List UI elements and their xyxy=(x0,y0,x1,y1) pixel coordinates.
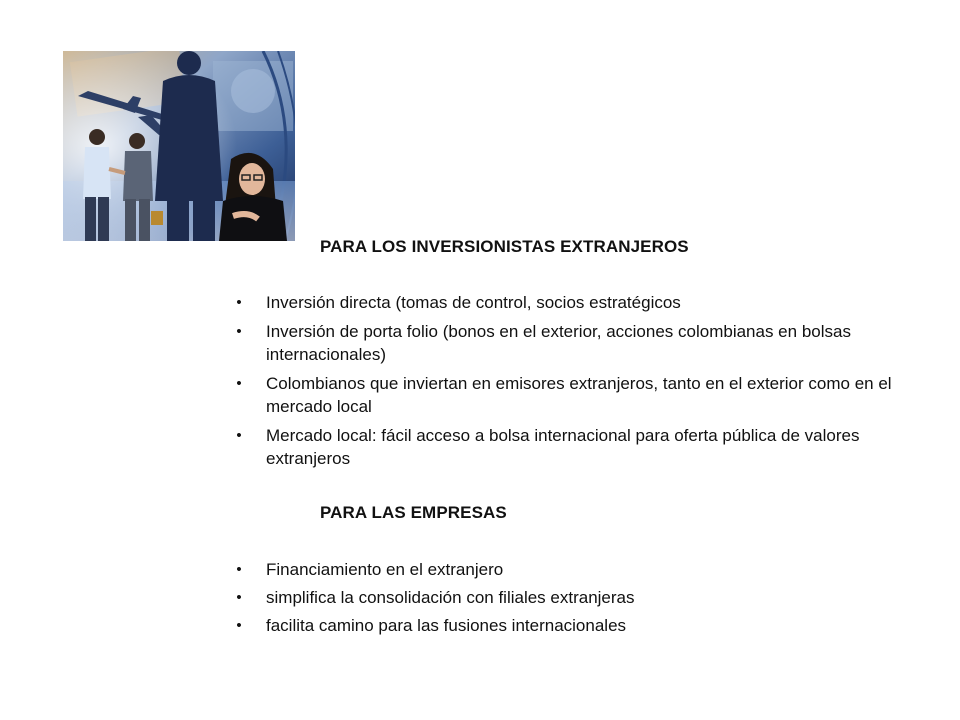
companies-bullet-list xyxy=(232,558,912,642)
list-item-text: Mercado local: fácil acceso a bolsa internacional para oferta pública de valores extranjeros xyxy=(266,426,860,468)
bullet-icon: • xyxy=(236,561,242,578)
bullet-icon: • xyxy=(236,375,242,392)
list-item-text: facilita camino para las fusiones internacionales xyxy=(266,616,627,635)
list-item-text: Inversión directa (tomas de control, socios estratégicos xyxy=(266,293,681,312)
list-item xyxy=(232,558,912,581)
list-item-text: Inversión de porta folio (bonos en el exterior, acciones colombianas en bolsas internacionales) xyxy=(266,322,851,364)
investors-bullet-list xyxy=(232,291,912,476)
section-heading-investors: PARA LOS INVERSIONISTAS EXTRANJEROS xyxy=(320,237,689,256)
list-item xyxy=(232,424,912,470)
list-item xyxy=(232,614,912,637)
list-item xyxy=(232,372,912,418)
bullet-icon: • xyxy=(236,323,242,340)
list-item xyxy=(232,291,912,314)
list-item xyxy=(232,586,912,609)
business-collage-image xyxy=(63,51,295,241)
bullet-icon: • xyxy=(236,617,242,634)
bullet-icon: • xyxy=(236,589,242,606)
list-item xyxy=(232,320,912,366)
bullet-icon: • xyxy=(236,427,242,444)
list-item-text: simplifica la consolidación con filiales extranjeras xyxy=(266,588,635,607)
section-heading-companies: PARA LAS EMPRESAS xyxy=(320,503,507,522)
list-item-text: Colombianos que inviertan en emisores extranjeros, tanto en el exterior como en el mercado local xyxy=(266,374,892,416)
bullet-icon: • xyxy=(236,294,242,311)
list-item-text: Financiamiento en el extranjero xyxy=(266,560,504,579)
